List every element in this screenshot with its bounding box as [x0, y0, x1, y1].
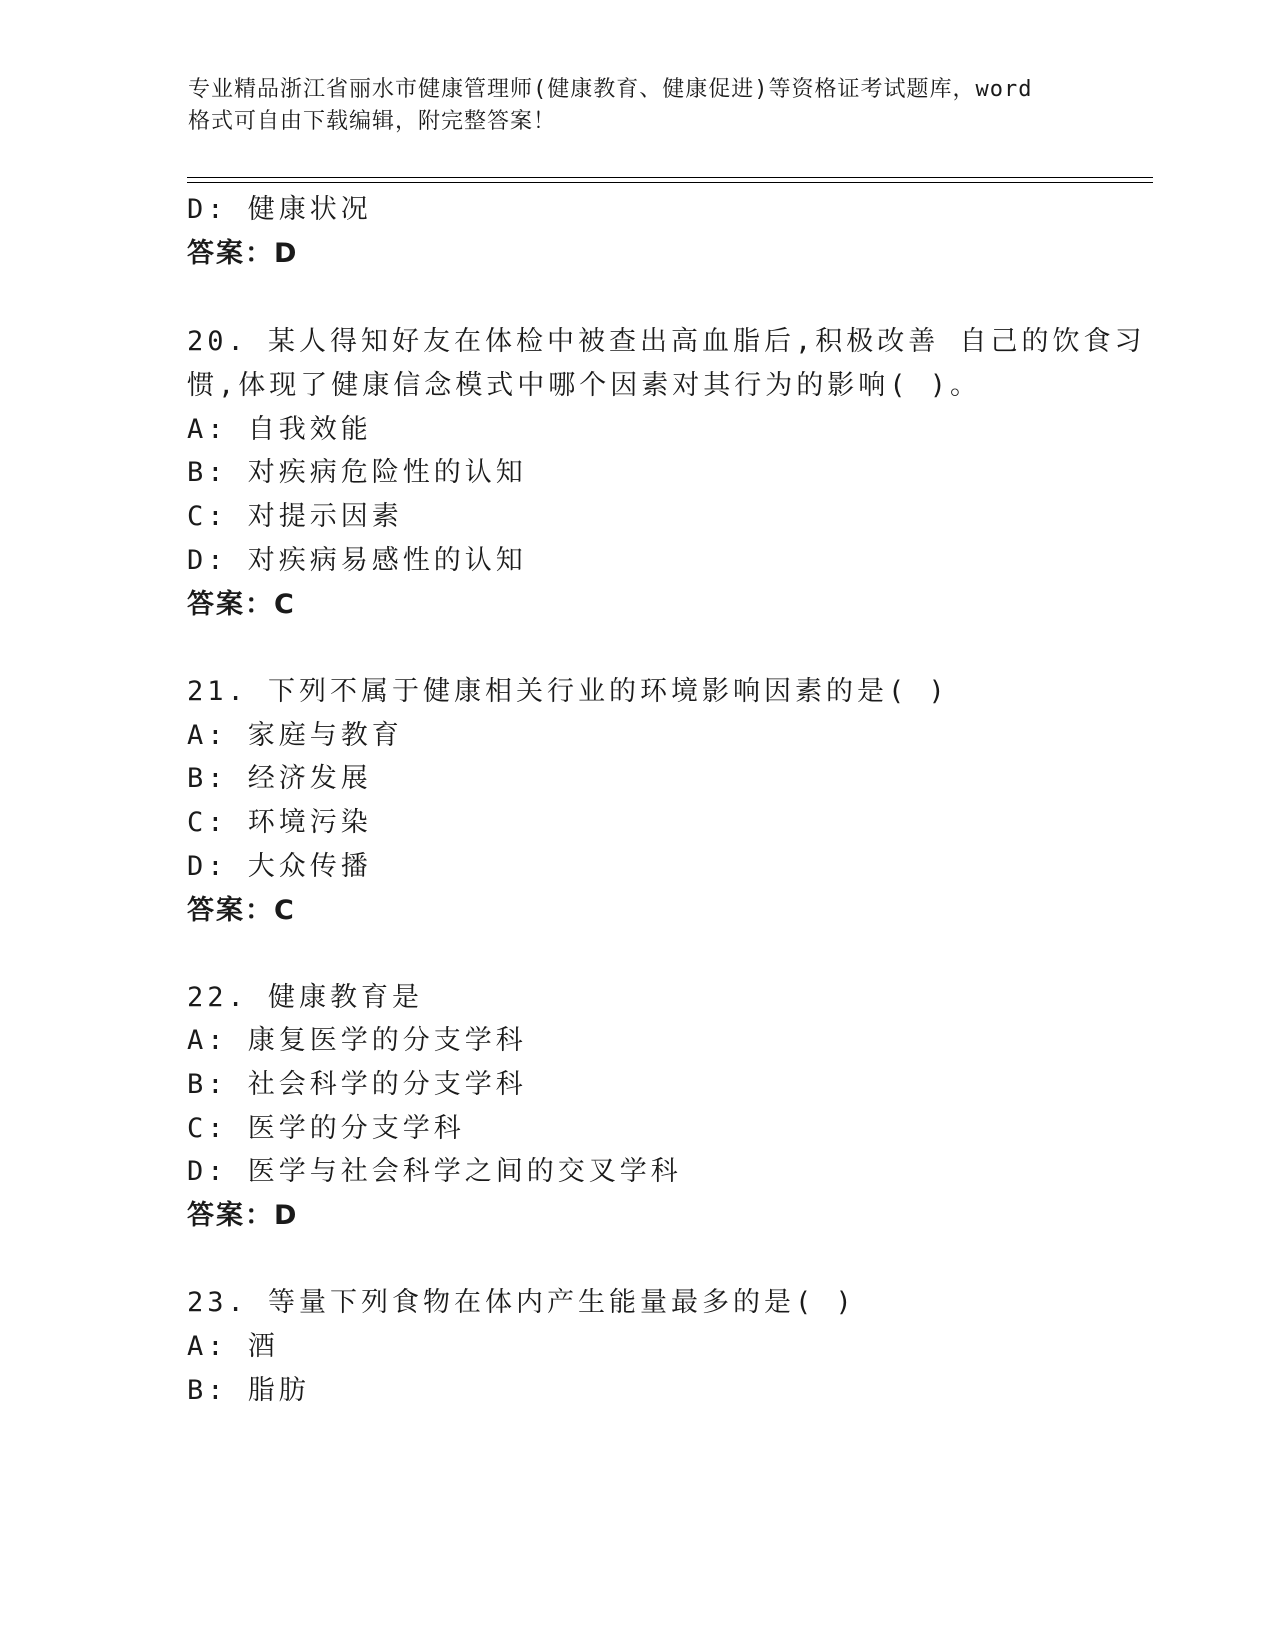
q20-option-d: D: 对疾病易感性的认知	[187, 545, 527, 576]
q22-option-d: D: 医学与社会科学之间的交叉学科	[187, 1156, 682, 1187]
q21-answer: 答案：C	[187, 895, 296, 926]
q22-option-b: B: 社会科学的分支学科	[187, 1069, 527, 1100]
q22-option-c: C: 医学的分支学科	[187, 1113, 465, 1144]
q23-option-b: B: 脂肪	[187, 1375, 310, 1406]
q23-option-a: A: 酒	[187, 1331, 279, 1362]
q21-stem: 21. 下列不属于健康相关行业的环境影响因素的是( )	[187, 676, 949, 707]
q22-stem: 22. 健康教育是	[187, 982, 424, 1013]
page-header	[188, 74, 1088, 138]
q20-option-c: C: 对提示因素	[187, 501, 403, 532]
q20-stem-line-1: 20. 某人得知好友在体检中被查出高血脂后,积极改善 自己的饮食习	[187, 326, 1146, 357]
header-divider-bottom	[187, 182, 1153, 183]
header-divider-top	[187, 177, 1153, 178]
q21-option-a: A: 家庭与教育	[187, 720, 403, 751]
q19-answer: 答案：D	[187, 238, 299, 269]
q20-option-a: A: 自我效能	[187, 414, 372, 445]
header-line-2: 格式可自由下载编辑，附完整答案！	[188, 109, 557, 134]
q19-option-d: D: 健康状况	[187, 194, 372, 225]
header-line-1: 专业精品浙江省丽水市健康管理师(健康教育、健康促进)等资格证考试题库，word	[188, 77, 1033, 102]
q22-answer: 答案：D	[187, 1200, 299, 1231]
q20-answer: 答案：C	[187, 589, 296, 620]
q23-stem: 23. 等量下列食物在体内产生能量最多的是( )	[187, 1287, 856, 1318]
q21-option-c: C: 环境污染	[187, 807, 372, 838]
q21-option-d: D: 大众传播	[187, 851, 372, 882]
q20-stem-line-2: 惯,体现了健康信念模式中哪个因素对其行为的影响( )。	[187, 370, 982, 401]
q22-option-a: A: 康复医学的分支学科	[187, 1025, 527, 1056]
q20-option-b: B: 对疾病危险性的认知	[187, 457, 527, 488]
q21-option-b: B: 经济发展	[187, 763, 372, 794]
